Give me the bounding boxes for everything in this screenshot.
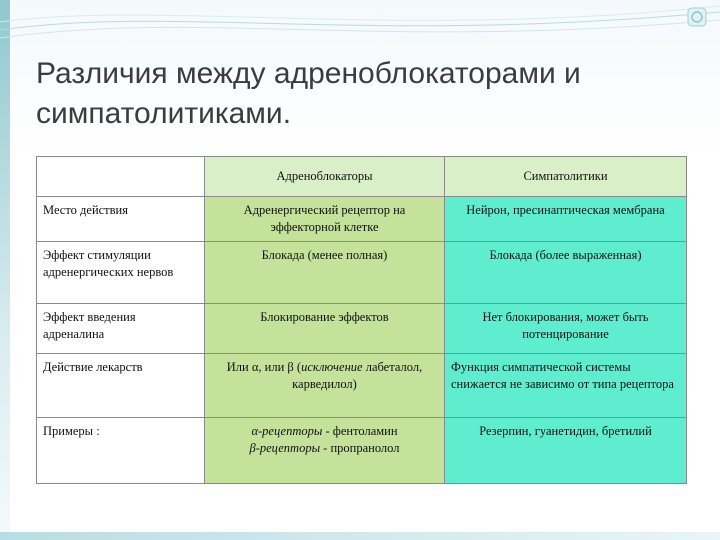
italic-text-part: исключение bbox=[301, 360, 363, 374]
cell-adrenoblockers: Адренергический рецептор на эффекторной клетке bbox=[205, 197, 445, 242]
receptor-type: β-рецепторы bbox=[249, 441, 321, 455]
table-row bbox=[37, 242, 687, 304]
cell-adrenoblockers bbox=[205, 418, 445, 484]
table-row bbox=[37, 304, 687, 354]
cell-adrenoblockers: Блокада (менее полная) bbox=[205, 242, 445, 304]
text-part: лабеталол, карведилол) bbox=[292, 360, 423, 391]
cell-sympatholytics: Блокада (более выраженная) bbox=[445, 242, 687, 304]
text-part: Или α, или β ( bbox=[226, 360, 302, 374]
header-sympatholytics: Симпатолитики bbox=[445, 157, 687, 197]
row-label: Эффект стимуляции адренергических нервов bbox=[37, 242, 205, 304]
cell-adrenoblockers: Блокирование эффектов bbox=[205, 304, 445, 354]
header-adrenoblockers: Адреноблокаторы bbox=[205, 157, 445, 197]
cell-sympatholytics: Функция симпатической системы снижается не зависимо от типа рецептора bbox=[445, 354, 687, 418]
slide-corner-logo-icon bbox=[686, 6, 708, 28]
table-row bbox=[37, 354, 687, 418]
comparison-table bbox=[36, 156, 687, 484]
receptor-type: α-рецепторы bbox=[251, 424, 323, 438]
cell-adrenoblockers bbox=[205, 354, 445, 418]
header-empty-cell bbox=[37, 157, 205, 197]
cell-sympatholytics: Резерпин, гуанетидин, бретилий bbox=[445, 418, 687, 484]
decorative-left-bar bbox=[0, 0, 10, 540]
cell-sympatholytics: Нет блокирования, может быть потенцирование bbox=[445, 304, 687, 354]
table-row bbox=[37, 418, 687, 484]
row-label: Место действия bbox=[37, 197, 205, 242]
row-label: Примеры : bbox=[37, 418, 205, 484]
example-line bbox=[211, 423, 438, 440]
decorative-swoosh-lines bbox=[0, 0, 720, 60]
table-header-row bbox=[37, 157, 687, 197]
cell-sympatholytics: Нейрон, пресинаптическая мембрана bbox=[445, 197, 687, 242]
row-label: Действие лекарств bbox=[37, 354, 205, 418]
row-label: Эффект введения адреналина bbox=[37, 304, 205, 354]
example-line bbox=[211, 440, 438, 457]
example-drug: - пропранолол bbox=[320, 441, 400, 455]
example-drug: - фентоламин bbox=[322, 424, 398, 438]
table-row bbox=[37, 197, 687, 242]
decorative-bottom-bar bbox=[0, 532, 720, 540]
slide-title: Различия между адреноблокаторами и симпатолитиками. bbox=[36, 57, 581, 130]
